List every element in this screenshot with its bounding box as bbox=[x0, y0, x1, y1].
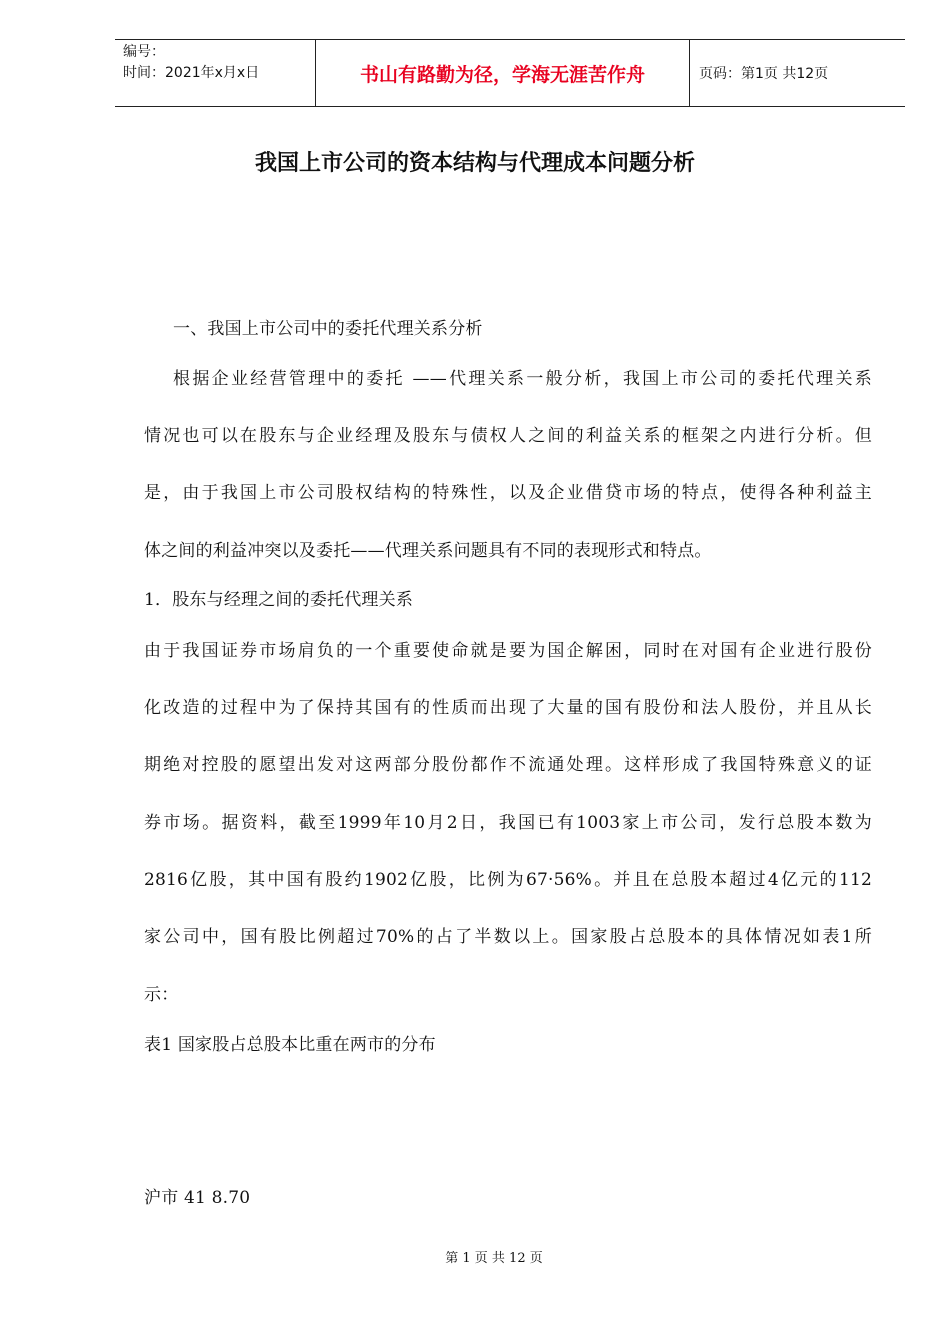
table-caption: 表1 国家股占总股本比重在两市的分布 bbox=[144, 1035, 436, 1055]
para2-line: 示： bbox=[144, 985, 179, 1005]
time-label: 时间：2021年x月x日 bbox=[123, 65, 260, 81]
para1-line: 是，由于我国上市公司股权结构的特殊性，以及企业借贷市场的特点，使得各种利益主 bbox=[144, 483, 872, 503]
para1-line: 情况也可以在股东与企业经理及股东与债权人之间的利益关系的框架之内进行分析。但 bbox=[144, 426, 872, 446]
section-heading: 一、我国上市公司中的委托代理关系分析 bbox=[173, 319, 483, 339]
header-page-info: 页码：第1页 共12页 bbox=[699, 66, 829, 82]
page-header bbox=[115, 39, 905, 107]
header-meta bbox=[115, 40, 316, 106]
serial-label: 编号： bbox=[123, 44, 165, 60]
page-footer: 第 1 页 共 12 页 bbox=[445, 1251, 543, 1266]
para2-line: 家公司中，国有股比例超过70%的占了半数以上。国家股占总股本的具体情况如表1所 bbox=[144, 927, 872, 947]
para2-line: 券市场。据资料，截至1999年10月2日，我国已有1003家上市公司，发行总股本数为 bbox=[144, 813, 872, 833]
table-row: 沪市 41 8.70 bbox=[144, 1188, 251, 1208]
para2-line: 期绝对控股的愿望出发对这两部分股份都作不流通处理。这样形成了我国特殊意义的证 bbox=[144, 755, 872, 775]
para2-line: 2816亿股，其中国有股约1902亿股，比例为67·56%。并且在总股本超过4亿元的112 bbox=[144, 870, 872, 890]
subheading: 1．股东与经理之间的委托代理关系 bbox=[144, 590, 414, 610]
para2-line: 由于我国证券市场肩负的一个重要使命就是要为国企解困，同时在对国有企业进行股份 bbox=[144, 641, 872, 661]
para1-line: 根据企业经营管理中的委托 ——代理关系一般分析，我国上市公司的委托代理关系 bbox=[173, 369, 872, 389]
para1-line: 体之间的利益冲突以及委托——代理关系问题具有不同的表现形式和特点。 bbox=[144, 541, 712, 561]
document-title: 我国上市公司的资本结构与代理成本问题分析 bbox=[254, 151, 695, 176]
para2-line: 化改造的过程中为了保持其国有的性质而出现了大量的国有股份和法人股份，并且从长 bbox=[144, 698, 872, 718]
header-motto: 书山有路勤为径，学海无涯苦作舟 bbox=[316, 40, 690, 106]
